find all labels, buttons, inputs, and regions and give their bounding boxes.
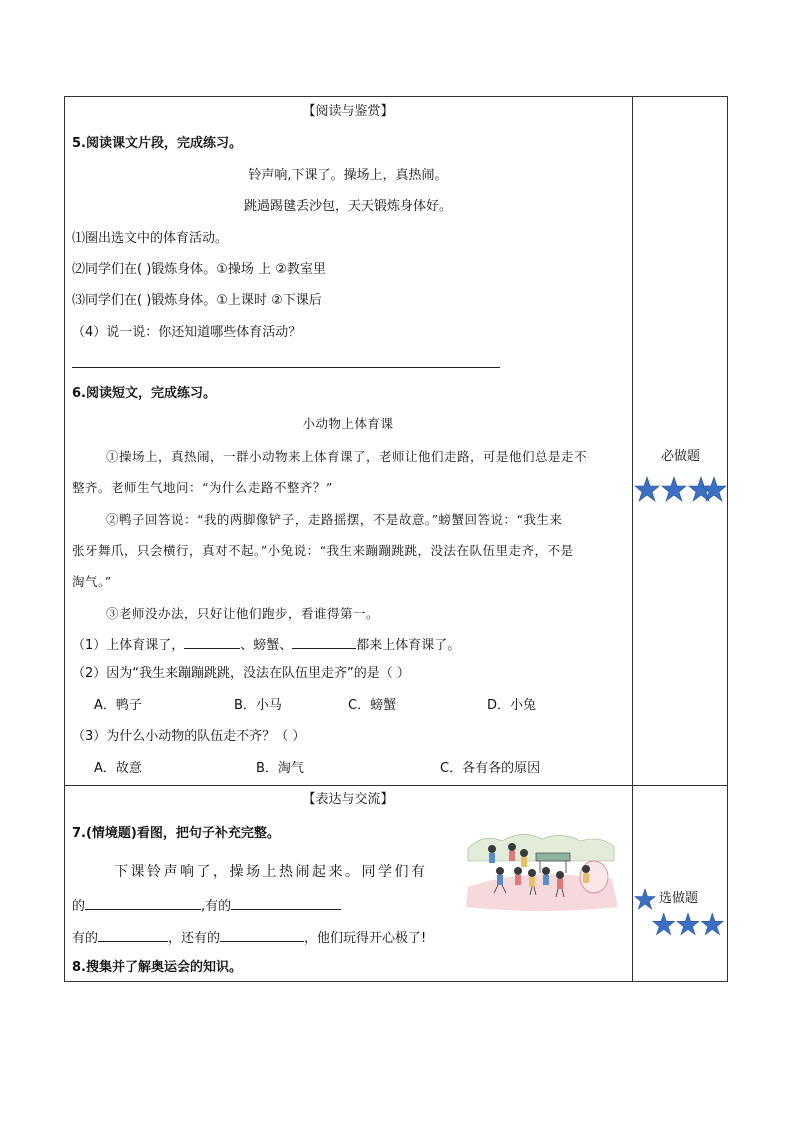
q6-3-option-a: A．故意 — [94, 761, 142, 776]
blank-3[interactable] — [85, 897, 201, 910]
story-p1-line2: 整齐。老师生气地问：“为什么走路不整齐？” — [72, 480, 333, 495]
blank-5[interactable] — [98, 929, 168, 942]
q6-item-1-suffix: 都来上体育课了。 — [356, 638, 461, 653]
story-p3: ③老师没办法，只好让他们跑步，看谁得第一。 — [106, 606, 380, 621]
story-p2-line1: ②鸭子回答说：“我的两脚像铲子，走路摇摆，不是故意。”螃蟹回答说：“我生来 — [106, 512, 563, 527]
q7-line-3-a: 有的 — [72, 931, 99, 946]
q6-option-c: C．螃蟹 — [348, 698, 397, 713]
blank-1[interactable] — [184, 636, 240, 649]
q6-item-1-sep: 、螃蟹、 — [240, 638, 293, 653]
q6-item-1-prefix: （1）上体育课了， — [72, 638, 185, 653]
q6-3-option-b: B．淘气 — [256, 761, 304, 776]
section-header-reading: 【阅读与鉴赏】 — [302, 104, 394, 119]
table-frame — [64, 96, 728, 982]
poem-line-1: 铃声响,下课了。操场上，真热闹。 — [248, 168, 448, 183]
star-icon — [635, 889, 655, 909]
blank-6[interactable] — [220, 929, 304, 942]
story-p2-line2: 张牙舞爪，只会横行，真对不起。”小兔说：“我生来蹦蹦跳跳，没法在队伍里走齐，不是 — [72, 543, 574, 558]
q6-item-2: （2）因为“我生来蹦蹦跳跳，没法在队伍里走齐”的是（ ） — [72, 666, 410, 681]
q7-line-3 — [72, 929, 426, 947]
story-title: 小动物上体育课 — [302, 416, 394, 431]
q7-line-2-b: ,有的 — [201, 899, 232, 914]
star-icon — [662, 477, 686, 501]
required-star-extra — [700, 476, 728, 502]
q7-line-3-c: ，他们玩得开心极了! — [304, 931, 427, 946]
q6-option-a: A．鸭子 — [94, 698, 142, 713]
q6-3-option-c: C．各有各的原因 — [440, 761, 541, 776]
story-p1-line1: ①操场上，真热闹，一群小动物来上体育课了，老师让他们走路，可是他们总是走不 — [106, 449, 588, 464]
optional-label: 选做题 — [659, 891, 699, 906]
question-6-title: 6.阅读短文，完成练习。 — [72, 386, 216, 401]
poem-line-2: 跳過踢毽丢沙包，天天锻炼身体好。 — [243, 199, 452, 214]
q5-item-3: ⑶同学们在( )锻炼身体。①上课时 ②下课后 — [72, 293, 322, 308]
star-icon — [677, 913, 699, 935]
blank-4[interactable] — [231, 897, 341, 910]
answer-line[interactable] — [72, 367, 500, 368]
q7-line-2-a: 的 — [72, 899, 86, 914]
optional-stars — [652, 912, 724, 936]
q5-item-2: ⑵同学们在( )锻炼身体。①操场 上 ②教室里 — [72, 262, 326, 277]
section-header-expression: 【表达与交流】 — [302, 792, 394, 807]
row-divider — [64, 785, 728, 786]
star-icon — [702, 477, 726, 501]
q5-item-1: ⑴圈出选文中的体育活动。 — [72, 231, 229, 246]
blank-2[interactable] — [292, 636, 356, 649]
column-divider — [632, 96, 633, 982]
q6-option-b: B．小马 — [234, 698, 282, 713]
star-icon — [702, 913, 724, 935]
q5-item-4: （4）说一说：你还知道哪些体育活动？ — [72, 325, 302, 340]
q6-option-d: D．小兔 — [487, 698, 537, 713]
question-7-title: 7.(情境题)看图，把句子补充完整。 — [72, 826, 280, 841]
q6-item-1 — [72, 636, 460, 654]
star-icon — [653, 913, 675, 935]
optional-star-left — [634, 888, 656, 910]
playground-illustration — [462, 827, 622, 911]
question-8-title: 8.搜集并了解奥运会的知识。 — [72, 960, 242, 975]
q7-line-1: 下课铃声响了，操场上热闹起来。同学们有 — [114, 864, 428, 880]
required-label: 必做题 — [660, 449, 700, 464]
story-p2-line3: 淘气。” — [72, 574, 112, 589]
q7-line-2 — [72, 897, 341, 915]
star-icon — [635, 477, 659, 501]
q7-line-3-b: ，还有的 — [168, 931, 221, 946]
q6-item-3: （3）为什么小动物的队伍走不齐？（ ） — [72, 729, 306, 744]
question-5-title: 5.阅读课文片段，完成练习。 — [72, 136, 242, 151]
